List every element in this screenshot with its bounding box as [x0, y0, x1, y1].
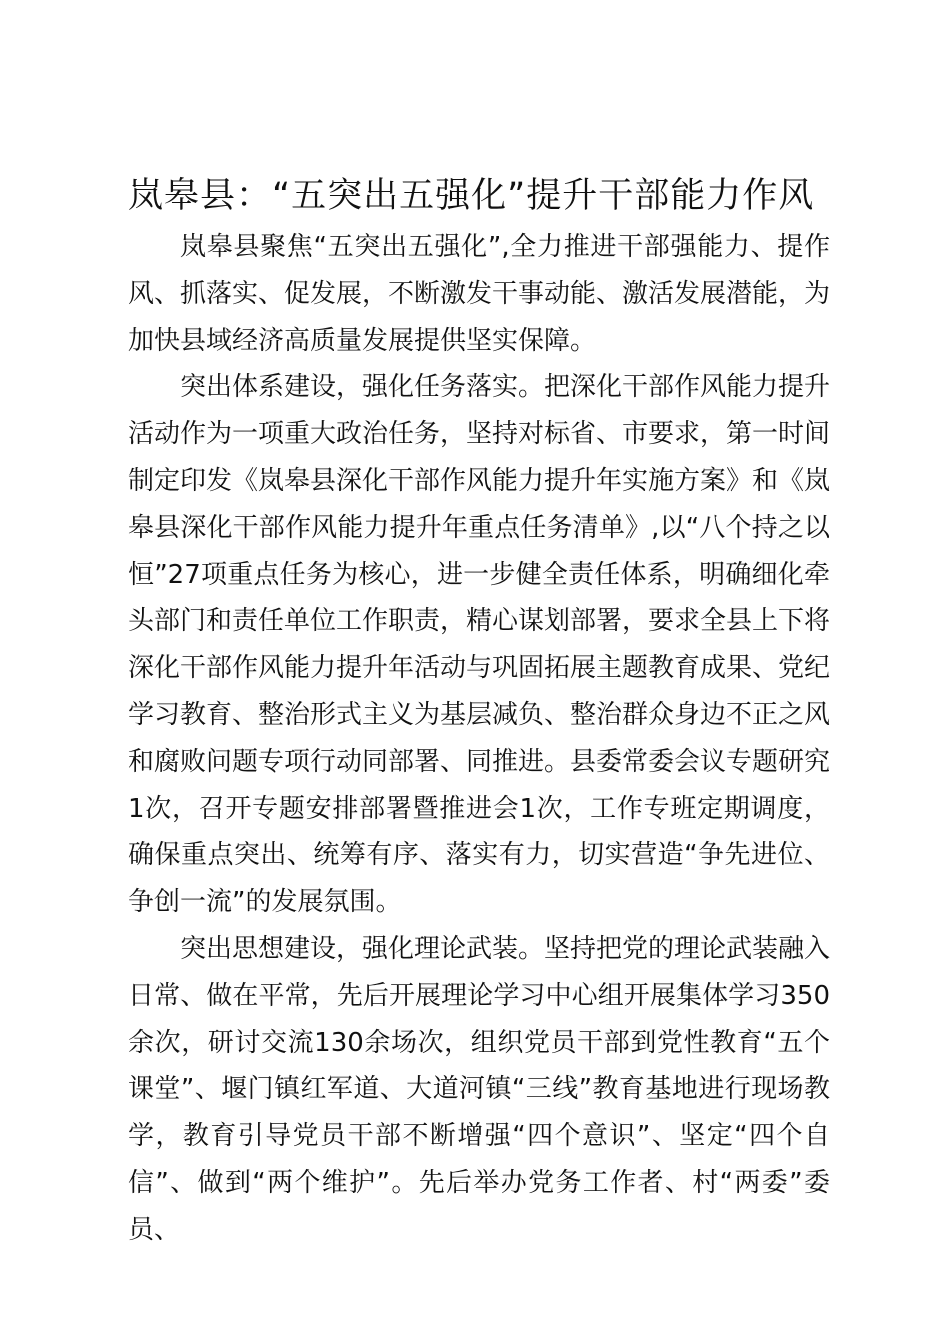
document-body — [128, 168, 830, 1254]
paragraph-system-building: 突出体系建设，强化任务落实。把深化干部作风能力提升活动作为一项重大政治任务，坚持对标省、市要求，第一时间制定印发《岚皋县深化干部作风能力提升年实施方案》和《岚皋县深化干部作风能力提升年重点任务清单》,以“八个持之以恒”27项重点任务为核心，进一步健全责任体系，明确细化牵头部门和责任单位工作职责，精心谋划部署，要求全县上下将深化干部作风能力提升年活动与巩固拓展主题教育成果、党纪学习教育、整治形式主义为基层减负、整治群众身边不正之风和腐败问题专项行动同部署、同推进。县委常委会议专题研究1次，召开专题安排部署暨推进会1次，工作专班定期调度，确保重点突出、统筹有序、落实有力，切实营造“争先进位、争创一流”的发展氛围。 — [128, 372, 831, 918]
paragraph-intro: 岚皋县聚焦“五突出五强化”,全力推进干部强能力、提作风、抓落实、促发展，不断激发干事动能、激活发展潜能，为加快县域经济高质量发展提供坚实保障。 — [128, 232, 831, 356]
document-title: 岚皋县：“五突出五强化”提升干部能力作风 — [128, 176, 815, 216]
paragraph-ideological-building: 突出思想建设，强化理论武装。坚持把党的理论武装融入日常、做在平常，先后开展理论学习中心组开展集体学习350余次，研讨交流130余场次，组织党员干部到党性教育“五个课堂”、堰门镇红军道、大道河镇“三线”教育基地进行现场教学，教育引导党员干部不断增强“四个意识”、坚定“四个自信”、做到“两个维护”。先后举办党务工作者、村“两委”委员、 — [128, 933, 831, 1245]
